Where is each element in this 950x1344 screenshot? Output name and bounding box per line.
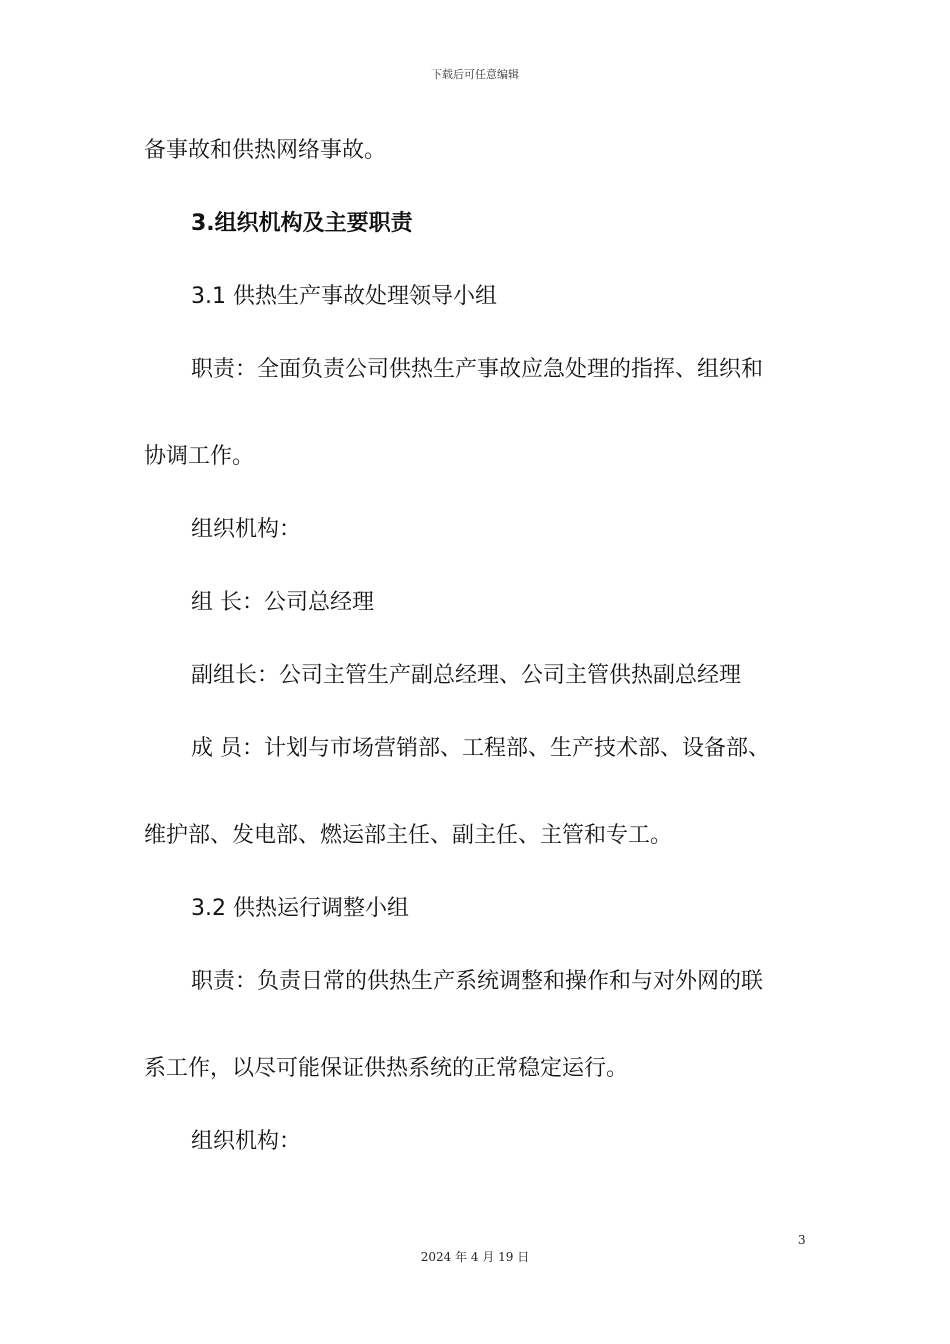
deputy-leader-line: 副组长：公司主管生产副总经理、公司主管供热副总经理 [191,663,742,688]
body-line-continuation: 备事故和供热网络事故。 [144,138,387,163]
org-structure-label-2: 组织机构： [191,1129,302,1154]
duty-paragraph-1-line-2: 协调工作。 [144,444,255,469]
group-leader-line: 组 长：公司总经理 [191,590,374,615]
page-number: 3 [798,1233,806,1247]
org-structure-label-1: 组织机构： [191,517,302,542]
subsection-heading-3-1: 3.1 供热生产事故处理领导小组 [191,284,497,309]
members-line-2: 维护部、发电部、燃运部主任、副主任、主管和专工。 [144,823,673,848]
section-heading: 3.组织机构及主要职责 [191,211,413,236]
page-header: 下载后可任意编辑 [431,68,519,81]
duty-paragraph-2-line-2: 系工作，以尽可能保证供热系统的正常稳定运行。 [144,1056,629,1081]
subsection-heading-3-2: 3.2 供热运行调整小组 [191,896,409,921]
duty-paragraph-1-line-1: 职责：全面负责公司供热生产事故应急处理的指挥、组织和 [191,357,764,382]
duty-paragraph-2-line-1: 职责：负责日常的供热生产系统调整和操作和与对外网的联 [191,969,764,994]
page-footer-date: 2024 年 4 月 19 日 [420,1250,530,1264]
members-line-1: 成 员：计划与市场营销部、工程部、生产技术部、设备部、 [191,736,770,761]
